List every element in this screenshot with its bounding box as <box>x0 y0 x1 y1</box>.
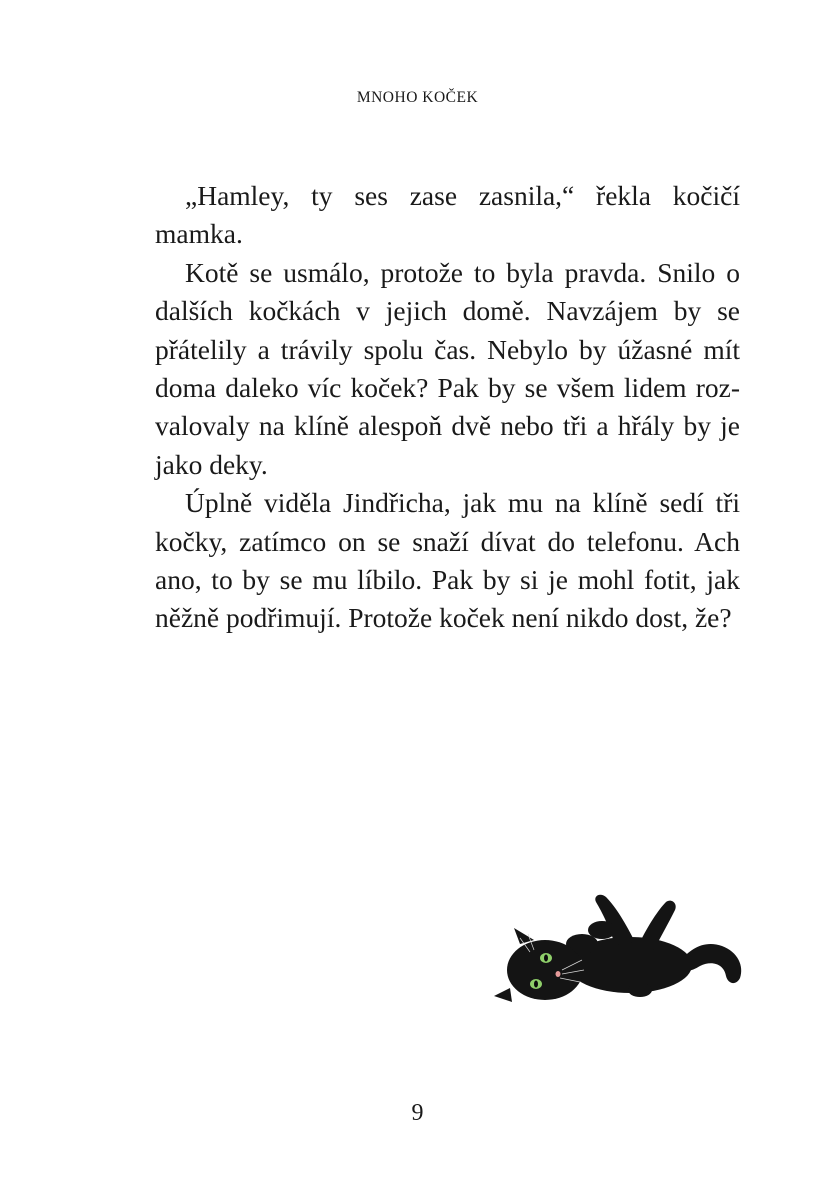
body-text <box>155 177 740 638</box>
cat-front-paw <box>588 921 616 939</box>
paragraph-1: „Hamley, ty ses zase zasnila,“ řekla kočičí mamka. <box>155 180 740 250</box>
cat-nose <box>556 971 561 977</box>
cat-back-foot <box>628 983 652 997</box>
black-kitten-illustration-icon <box>490 890 746 1008</box>
paragraph-2: Kotě se usmálo, protože to byla pravda. Snilo o dalších kočkách v jejich domě. Navzájem by se přátelily a trávily spolu čas. Nebylo by úžasné mít doma daleko víc koček? Pak by se všem lidem rozvalovaly na klíně alespoň dvě nebo tři a hřály by je jako deky. <box>155 256 740 480</box>
cat-head <box>507 940 583 1000</box>
running-header: MNOHO KOČEK <box>356 89 479 106</box>
cat-ear <box>494 988 512 1002</box>
page-number: 9 <box>411 1100 424 1126</box>
paragraph-3: Úplně viděla Jindřicha, jak mu na klíně sedí tři kočky, zatímco on se snaží dívat do telefonu. Ach ano, to by se mu líbilo. Pak by si je mohl fotit, jak něžně podřimují. Protože koček není nikdo dost, že? <box>155 487 740 634</box>
